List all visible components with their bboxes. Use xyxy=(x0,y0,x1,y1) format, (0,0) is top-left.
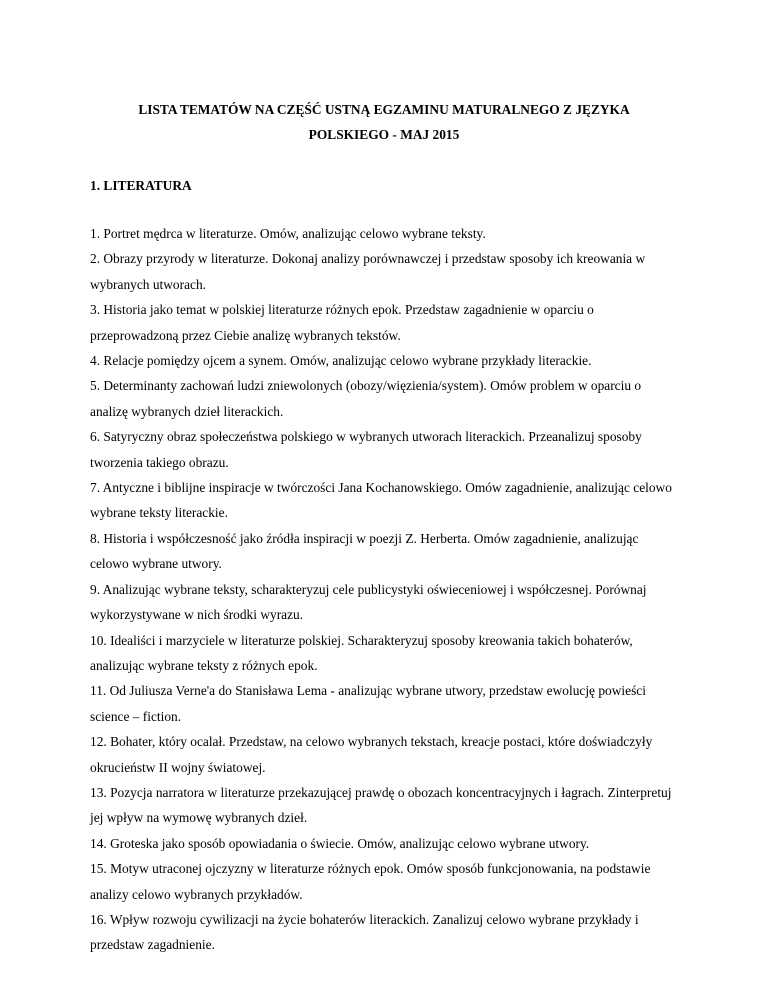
topic-item: 9. Analizując wybrane teksty, scharakteryzuj cele publicystyki oświeceniowej i współczesnej. Porównaj wykorzystywane w nich środki wyrazu. xyxy=(90,581,647,623)
topic-item: 10. Idealiści i marzyciele w literaturze polskiej. Scharakteryzuj sposoby kreowania takich bohaterów, analizując wybrane teksty z różnych epok. xyxy=(90,632,633,673)
topic-item: 3. Historia jako temat w polskiej literaturze różnych epok. Przedstaw zagadnienie w oparciu o przeprowadzoną przez Ciebie analizę wybranych tekstów. xyxy=(90,302,594,343)
topic-item: 5. Determinanty zachowań ludzi zniewolonych (obozy/więzienia/system). Omów problem w oparciu o analizę wybranych dzieł literackich. xyxy=(90,378,642,419)
topic-item: 12. Bohater, który ocalał. Przedstaw, na celowo wybranych tekstach, kreacje postaci, które doświadczyły okrucieństw II wojny światowej. xyxy=(90,734,653,775)
topic-item: 15. Motyw utraconej ojczyzny w literaturze różnych epok. Omów sposób funkcjonowania, na podstawie analizy celowo wybranych przykładów. xyxy=(90,861,651,902)
topic-item: 11. Od Juliusza Verne'a do Stanisława Lema - analizując wybrane utwory, przedstaw ewolucję powieści science – fiction. xyxy=(90,683,646,724)
title-line-1: LISTA TEMATÓW NA CZĘŚĆ USTNĄ EGZAMINU MATURALNEGO Z JĘZYKA xyxy=(138,102,630,117)
topic-item: 4. Relacje pomiędzy ojcem a synem. Omów, analizując celowo wybrane przykłady literackie. xyxy=(90,353,592,369)
document-title xyxy=(90,97,678,147)
topic-item: 13. Pozycja narratora w literaturze przekazującej prawdę o obozach koncentracyjnych i łagrach. Zinterpretuj jej wpływ na wymowę wybranych dzieł. xyxy=(90,784,672,826)
topic-item: 2. Obrazy przyrody w literaturze. Dokonaj analizy porównawczej i przedstaw sposoby ich kreowania w wybranych utworach. xyxy=(90,251,646,292)
topic-item: 8. Historia i współczesność jako źródła inspiracji w poezji Z. Herberta. Omów zagadnienie, analizując celowo wybrane utwory. xyxy=(90,530,639,572)
topic-list xyxy=(90,221,680,958)
topic-item: 16. Wpływ rozwoju cywilizacji na życie bohaterów literackich. Zanalizuj celowo wybrane przykłady i przedstaw zagadnienie. xyxy=(90,911,639,953)
topic-item: 7. Antyczne i biblijne inspiracje w twórczości Jana Kochanowskiego. Omów zagadnienie, analizując celowo wybrane teksty literackie. xyxy=(90,480,672,521)
topic-item: 14. Groteska jako sposób opowiadania o świecie. Omów, analizując celowo wybrane utwory. xyxy=(90,835,590,851)
topic-item: 1. Portret mędrca w literaturze. Omów, analizując celowo wybrane teksty. xyxy=(90,226,486,241)
section-heading: 1. LITERATURA xyxy=(90,178,192,193)
title-line-2: POLSKIEGO - MAJ 2015 xyxy=(308,127,460,142)
topic-item: 6. Satyryczny obraz społeczeństwa polskiego w wybranych utworach literackich. Przeanalizuj sposoby tworzenia takiego obrazu. xyxy=(90,429,642,470)
